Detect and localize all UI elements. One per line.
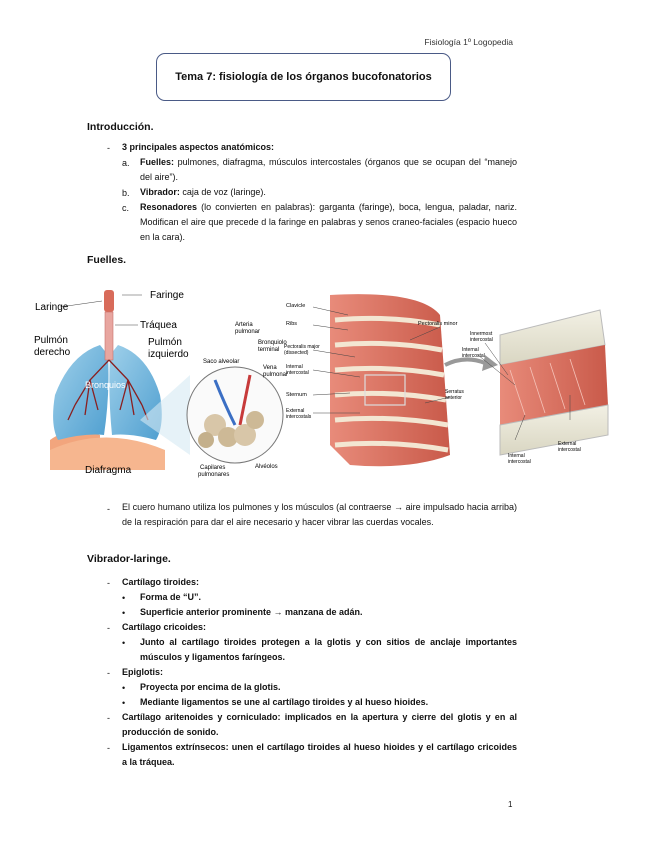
- label-bronquios: Bronquios: [85, 380, 126, 390]
- label-bronquiolo: Bronquiolo: [258, 340, 287, 346]
- item-text: caja de voz (laringe).: [179, 187, 266, 197]
- dash-marker: -: [107, 504, 110, 514]
- label-pulmon-derecho-2: derecho: [34, 347, 71, 358]
- bullet-marker: •: [122, 638, 126, 648]
- label-internal-bottom: Internal: [508, 453, 525, 459]
- intro-heading: Introducción.: [87, 121, 154, 133]
- dash-marker: -: [107, 668, 110, 678]
- bullet-marker: •: [122, 593, 126, 603]
- label-vena: Vena: [263, 365, 277, 371]
- item-term: Resonadores: [140, 202, 198, 212]
- label-internal-2: intercostal: [286, 370, 309, 376]
- tiroides-bullet-1: Forma de “U”.: [140, 592, 202, 602]
- larynx-shape: [104, 290, 114, 312]
- label-saco-alveolar: Saco alveolar: [203, 359, 240, 365]
- label-pulmon-izquierdo: Pulmón: [148, 337, 182, 348]
- epiglotis-bullet-2: Mediante ligamentos se une al cartílago tiroides y al hueso hioides.: [140, 697, 429, 707]
- label-internal: Internal: [286, 364, 303, 370]
- label-capilares-2: pulmonares: [198, 472, 230, 478]
- dash-marker: -: [107, 578, 110, 588]
- list-letter: a.: [122, 158, 130, 168]
- label-innermost-2: intercostal: [470, 337, 493, 343]
- bullet-marker: •: [122, 608, 126, 618]
- label-laringe: Laringe: [35, 302, 69, 313]
- label-pulmon-derecho: Pulmón: [34, 335, 68, 346]
- item-text: pulmones, diafragma, músculos intercostales (órganos que se ocupan del “manejo del aire”).: [140, 157, 517, 182]
- bullet-marker: •: [122, 683, 126, 693]
- label-pulmon-izquierdo-2: izquierdo: [148, 349, 189, 360]
- label-arteria-2: pulmonar: [235, 329, 261, 335]
- dash-marker: -: [107, 713, 110, 723]
- ligamentos-text: Ligamentos extrínsecos: unen el cartílago tiroides al hueso hioides y el cartílago cricoides a la tráquea.: [122, 742, 517, 767]
- label-external-2: intercostals: [286, 414, 312, 420]
- fuelles-heading: Fuelles.: [87, 254, 127, 266]
- intercostal-muscles-diagram: [284, 294, 498, 466]
- dash-marker: -: [107, 143, 110, 153]
- intro-item-resonadores: [140, 200, 517, 245]
- intro-item-fuelles: [140, 155, 517, 185]
- epiglotis-bullet-1: Proyecta por encima de la glotis.: [140, 682, 281, 692]
- page-title-box: [156, 53, 451, 101]
- page-title: Tema 7: fisiología de los órganos bucofonatorios: [175, 71, 432, 83]
- label-serratus-2: anterior: [445, 395, 462, 401]
- vibrador-heading: Vibrador-laringe.: [87, 553, 171, 565]
- dash-marker: -: [107, 623, 110, 633]
- item-text: (lo convierten en palabras): garganta (faringe), boca, lengua, paladar, nariz. Modifican el aire que precede d la faringe en palabras y senos craneo-faciales (espacio hueco en la cara).: [140, 202, 517, 242]
- label-innermost: Innermost: [470, 331, 493, 337]
- cricoides-label: Cartílago cricoides:: [122, 622, 207, 632]
- page-number: 1: [508, 800, 513, 809]
- label-vena-2: pulmonar: [263, 372, 289, 378]
- intro-main-point: 3 principales aspectos anatómicos:: [122, 142, 275, 152]
- label-internal-zoom: Internal: [462, 347, 479, 353]
- intro-item-vibrador: [140, 185, 517, 200]
- label-bronquiolo-2: terminal: [258, 347, 280, 353]
- label-internal-bottom-2: intercostal: [508, 459, 531, 465]
- label-clavicle: Clavicle: [286, 303, 306, 309]
- bullet-marker: •: [122, 698, 126, 708]
- lungs-diagram: [34, 290, 189, 476]
- tiroides-bullet-2: Superficie anterior prominente → manzana de adán.: [140, 607, 363, 617]
- label-alveolos: Alvéolos: [255, 464, 278, 470]
- label-pectoralis-major: Pectoralis major: [284, 344, 320, 350]
- label-external: External: [286, 408, 305, 414]
- list-letter: b.: [122, 188, 130, 198]
- label-diafragma: Diafragma: [85, 465, 132, 476]
- epiglotis-label: Epiglotis:: [122, 667, 163, 677]
- label-faringe: Faringe: [150, 290, 184, 301]
- item-term: Vibrador:: [140, 187, 180, 197]
- label-arteria: Arteria: [235, 322, 253, 328]
- list-letter: c.: [122, 203, 130, 213]
- label-serratus: Serratus: [445, 389, 464, 395]
- label-traquea: Tráquea: [140, 320, 177, 331]
- tiroides-label: Cartílago tiroides:: [122, 577, 200, 587]
- label-pectoralis-minor: Pectoralis minor: [418, 321, 458, 327]
- label-external-zoom: External: [558, 441, 577, 447]
- anatomy-figure: [30, 285, 625, 480]
- label-pectoralis-major-2: (dissected): [284, 350, 309, 356]
- trachea-shape: [105, 312, 113, 360]
- page-header: Fisiología 1º Logopedia: [424, 37, 513, 47]
- dash-marker: -: [107, 743, 110, 753]
- aritenoides-text: Cartílago aritenoides y corniculado: implicados en la apertura y cierre del glotis y en al producción de sonido.: [122, 712, 517, 737]
- item-term: Fuelles:: [140, 157, 175, 167]
- label-external-zoom-2: intercostal: [558, 447, 581, 453]
- label-sternum: Sternum: [286, 392, 307, 398]
- label-internal-zoom-2: intercostal: [462, 353, 485, 359]
- right-lung: [53, 345, 108, 440]
- fuelles-text: El cuero humano utiliza los pulmones y los músculos (al contraerse → aire impulsado hacia arriba) de la respiración para dar el aire necesario y hacer vibrar las cuerdas vocales.: [122, 502, 517, 527]
- label-ribs: Ribs: [286, 321, 298, 327]
- label-capilares: Capilares: [200, 465, 226, 471]
- muscle-layers-diagram: [462, 310, 608, 465]
- cricoides-bullet-1: Junto al cartílago tiroides protegen a la glotis y con sitios de anclaje importantes músculos y ligamentos faríngeos.: [140, 637, 517, 662]
- anatomy-illustration: [30, 285, 625, 480]
